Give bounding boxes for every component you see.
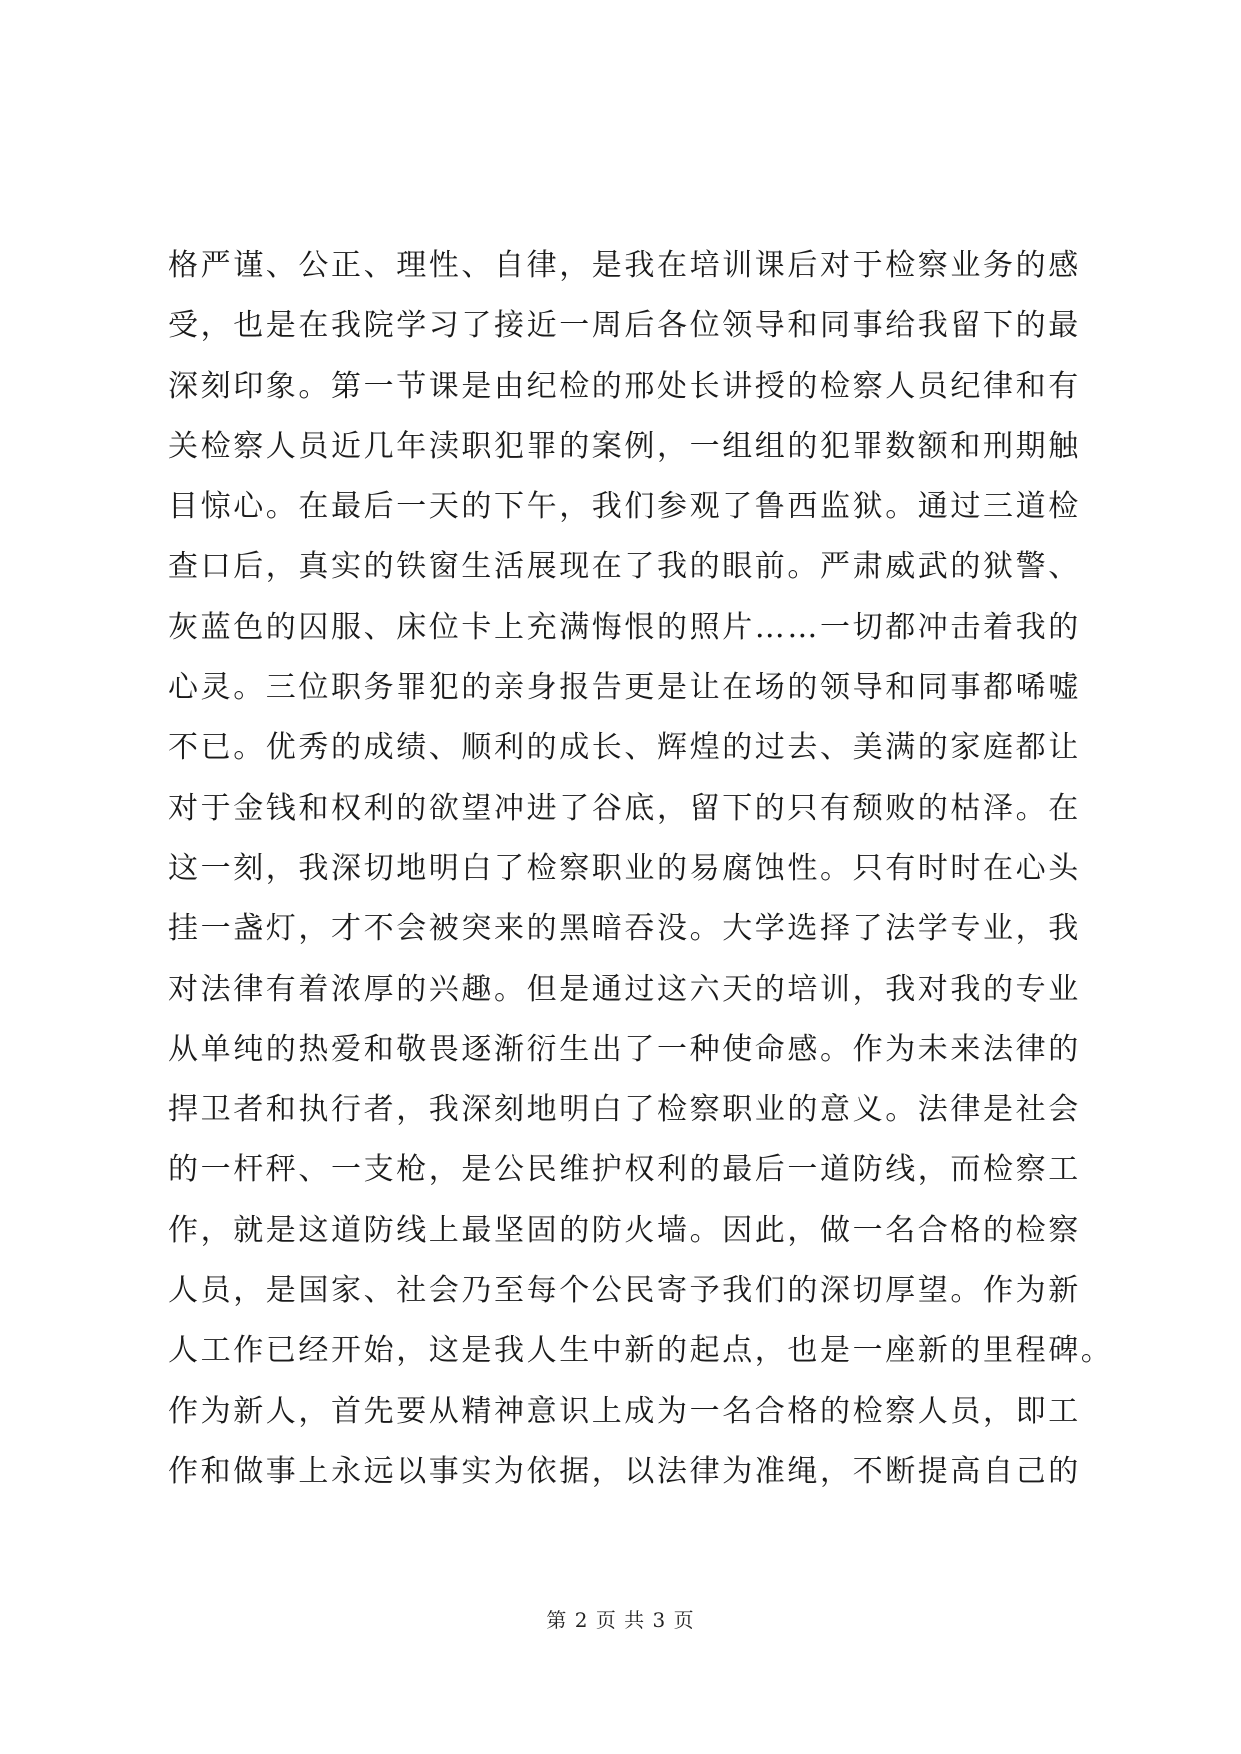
text-line: 捍卫者和执行者，我深刻地明白了检察职业的意义。法律是社会 [168,1092,1081,1128]
text-line: 从单纯的热爱和敬畏逐渐衍生出了一种使命感。作为未来法律的 [168,1031,1081,1067]
text-line: 受，也是在我院学习了接近一周后各位领导和同事给我留下的最 [168,308,1081,344]
text-line: 作，就是这道防线上最坚固的防火墙。因此，做一名合格的检察 [168,1212,1081,1248]
text-line: 人工作已经开始，这是我人生中新的起点，也是一座新的里程碑。 [168,1333,1114,1369]
text-line: 挂一盏灯，才不会被突来的黑暗吞没。大学选择了法学专业，我 [168,911,1081,947]
page-number: 第 2 页 共 3 页 [546,1608,695,1632]
text-line: 对法律有着浓厚的兴趣。但是通过这六天的培训，我对我的专业 [168,971,1081,1007]
text-line: 这一刻，我深切地明白了检察职业的易腐蚀性。只有时时在心头 [168,850,1081,886]
text-line: 格严谨、公正、理性、自律，是我在培训课后对于检察业务的感 [168,248,1081,283]
document-body [168,236,1114,1502]
text-line: 作为新人，首先要从精神意识上成为一名合格的检察人员，即工 [168,1393,1081,1429]
text-line: 人员，是国家、社会乃至每个公民寄予我们的深切厚望。作为新 [168,1273,1081,1309]
text-line: 心灵。三位职务罪犯的亲身报告更是让在场的领导和同事都唏嘘 [168,670,1081,706]
text-line: 灰蓝色的囚服、床位卡上充满悔恨的照片……一切都冲击着我的 [168,609,1081,645]
text-line: 的一杆秤、一支枪，是公民维护权利的最后一道防线，而检察工 [168,1152,1081,1188]
text-line: 对于金钱和权利的欲望冲进了谷底，留下的只有颓败的枯泽。在 [168,790,1081,826]
text-line: 作和做事上永远以事实为依据，以法律为准绳，不断提高自己的 [168,1453,1081,1489]
text-line: 深刻印象。第一节课是由纪检的邢处长讲授的检察人员纪律和有 [168,368,1081,404]
text-line: 查口后，真实的铁窗生活展现在了我的眼前。严肃威武的狱警、 [168,549,1081,585]
text-line: 不已。优秀的成绩、顺利的成长、辉煌的过去、美满的家庭都让 [168,730,1081,766]
text-line: 关检察人员近几年渎职犯罪的案例，一组组的犯罪数额和刑期触 [168,428,1081,464]
text-line: 目惊心。在最后一天的下午，我们参观了鲁西监狱。通过三道检 [168,489,1081,525]
